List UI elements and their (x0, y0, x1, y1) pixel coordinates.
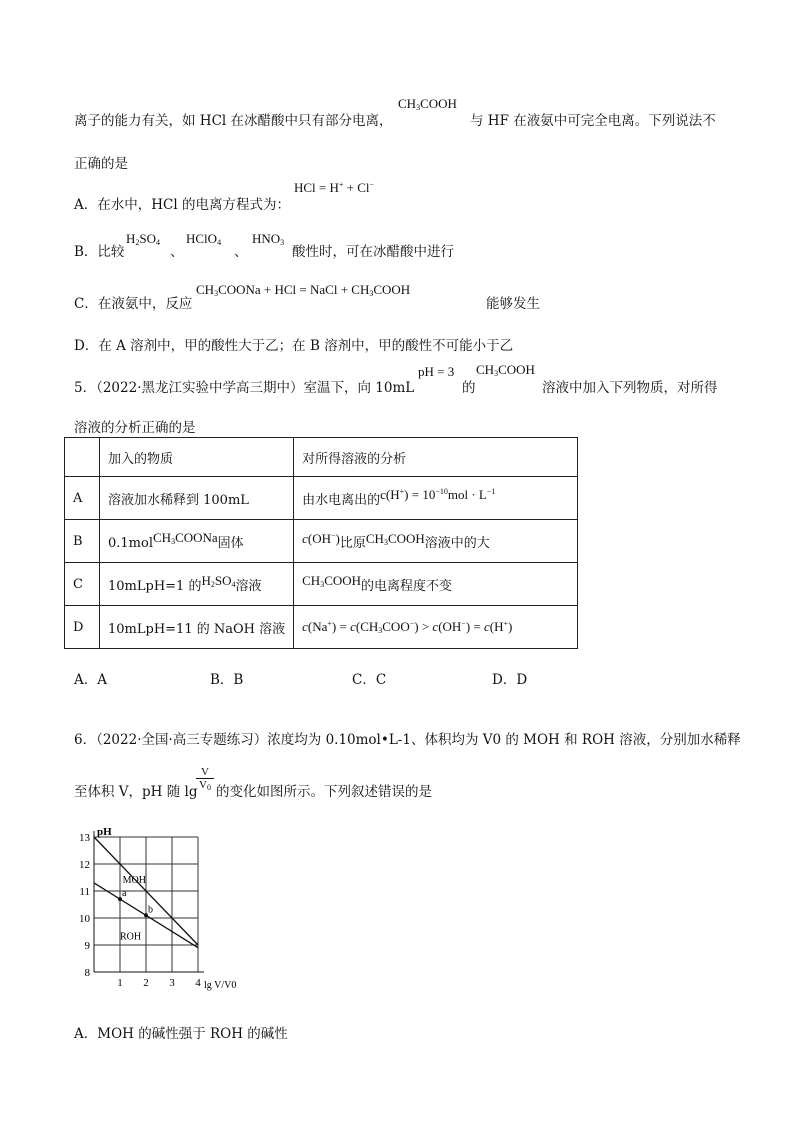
row-analysis (294, 606, 578, 649)
x-tick-label: 1 (117, 977, 123, 989)
fraction-denominator: $V_0$ (199, 779, 211, 792)
y-tick-label: 8 (84, 967, 90, 979)
q6-line2-b: 的变化如图所示。下列叙述错误的是 (216, 784, 432, 800)
q4-option-b-prefix: B．比较 (74, 244, 125, 260)
y-tick-label: 11 (79, 886, 90, 898)
series-label: MOH (122, 874, 146, 886)
row-analysis (294, 520, 578, 563)
q5-num: 5． (74, 380, 97, 396)
row-substance (100, 563, 294, 606)
row-analysis (294, 563, 578, 606)
q5-stem-b: 的 (462, 380, 476, 396)
q5-number (74, 376, 414, 396)
table-row (65, 520, 578, 563)
q5-acid: $CH_3COOH$ (476, 362, 535, 378)
row-analysis (294, 477, 578, 520)
x-tick-label: 3 (169, 977, 175, 989)
row-label: B (65, 520, 100, 563)
q5-table (64, 437, 578, 649)
q6-line1: 6．（2022·全国·高三专题练习）浓度均为 0.10mol•L-1、体积均为 V0 的 MOH 和 ROH 溶液，分别加水稀释 (74, 732, 741, 748)
substance-prefix: 0.1mol (108, 535, 153, 551)
substance-formula: $CH_3COONa$ (153, 529, 218, 546)
answer-option: D．D (492, 672, 528, 688)
x-tick-label: 2 (143, 977, 149, 989)
series-label: ROH (120, 931, 142, 943)
q5-stem-a: 室温下，向 10mL (303, 380, 415, 396)
q4-option-a: A．在水中，HCl 的电离方程式为： (74, 197, 290, 213)
analysis-formula: $c(H^+) = 10^{-10}mol \cdot L^{-1}$ (380, 486, 496, 502)
substance-prefix: 10mLpH=1 的 (108, 578, 202, 594)
q6-ph-chart (74, 812, 244, 1012)
analysis-prefix: 由水电离出的 (302, 492, 381, 508)
table-row (65, 477, 578, 520)
y-axis-label: pH (97, 826, 112, 838)
table-header-cell: 对所得溶液的分析 (294, 438, 578, 477)
q5-stem-c: 溶液中加入下列物质，对所得 (542, 380, 718, 396)
substance-formula: $H_2SO_4$ (201, 572, 236, 589)
q5-ph: pH = 3 (418, 364, 455, 379)
q4-option-b-sep-1: 、 (170, 244, 184, 260)
x-tick-label: 4 (195, 977, 201, 989)
q4-option-b-sep-2: 、 (234, 244, 248, 260)
table-header-row (65, 438, 578, 477)
q4-option-d: D．在 A 溶剂中，甲的酸性大于乙；在 B 溶剂中，甲的酸性不可能小于乙 (74, 338, 514, 354)
q6-fraction (196, 766, 214, 794)
point-label: b (148, 904, 153, 916)
analysis-suffix: 的电离程度不变 (361, 578, 453, 594)
answer-option: B．B (210, 672, 244, 688)
substance-suffix: 溶液 (235, 578, 262, 594)
analysis-formula: $CH_3COOH$ (302, 572, 362, 589)
q5-source: （2022·黑龙江实验中学高三期中） (96, 380, 304, 396)
q4-formula-ch3cooh: $CH_3COOH$ (398, 96, 457, 112)
q6-option-a: A．MOH 的碱性强于 ROH 的碱性 (74, 1026, 288, 1042)
y-tick-label: 9 (84, 940, 90, 952)
chart-axes (94, 831, 204, 972)
row-label: D (65, 606, 100, 649)
y-tick-label: 13 (79, 832, 90, 844)
table-header-cell: 加入的物质 (100, 438, 294, 477)
y-tick-label: 10 (79, 913, 90, 925)
answer-option: A．A (74, 672, 107, 688)
q4-option-b-acid-1: $H_2SO_4$ (126, 231, 161, 247)
q4-option-c-formula: $CH_3COONa$ + HCl = NaCl + $CH_3COOH$ (196, 282, 411, 298)
analysis-formula-b: $CH_3COOH$ (365, 530, 425, 547)
table-header-cell (65, 438, 100, 477)
row-label: C (65, 563, 100, 606)
analysis-suffix: 溶液中的大 (424, 535, 490, 551)
y-tick-label: 12 (79, 859, 90, 871)
table-row (65, 606, 578, 649)
q4-option-b-acid-3: $HNO_3$ (252, 231, 285, 247)
analysis-formula: $c(Na^+) = c(CH_3COO^-) > c(OH^-) = c(H^+)$ (302, 619, 513, 635)
q4-line1 (74, 109, 393, 129)
row-substance: 溶液加水稀释到 100mL (100, 477, 294, 520)
q4-option-c-suffix: 能够发生 (486, 296, 540, 312)
row-substance (100, 520, 294, 563)
row-substance: 10mLpH=11 的 NaOH 溶液 (100, 606, 294, 649)
x-axis-label: lg V/V0 (204, 980, 237, 991)
q4-line1-text-a: 离子的能力有关，如 HCl 在冰醋酸中只有部分电离， (74, 113, 393, 129)
q6-line2-a: 至体积 V，pH 随 lg (74, 784, 198, 800)
chart-grid (94, 837, 198, 972)
q4-option-b-suffix: 酸性时，可在冰醋酸中进行 (292, 244, 454, 260)
q4-option-c-prefix: C．在液氨中，反应 (74, 296, 193, 312)
q5-stem-line2: 溶液的分析正确的是 (74, 420, 196, 436)
analysis-mid: 比原 (339, 535, 366, 551)
fraction-numerator: V (196, 766, 214, 779)
q4-option-b-acid-2: HClO$_4$ (186, 231, 222, 247)
row-label: A (65, 477, 100, 520)
q4-line1-text-b: 与 HF 在液氨中可完全电离。下列说法不 (470, 113, 716, 129)
substance-suffix: 固体 (217, 535, 244, 551)
table-row (65, 563, 578, 606)
q4-option-a-formula: HCl = H+ + Cl− (294, 180, 375, 195)
q4-line2: 正确的是 (74, 156, 128, 172)
chart-labels (79, 826, 236, 991)
point-label: a (122, 888, 127, 900)
analysis-formula-a: c(OH−) (302, 530, 340, 546)
answer-option: C．C (352, 672, 387, 688)
